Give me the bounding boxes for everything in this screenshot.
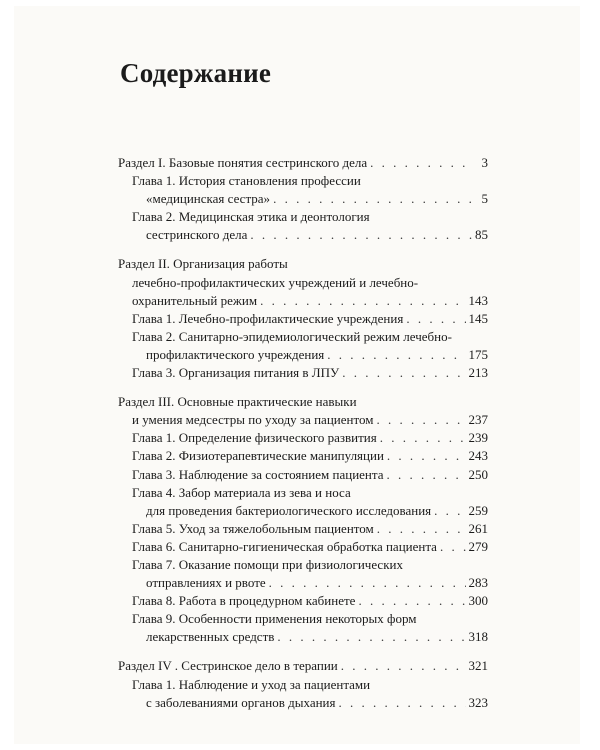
page-number: 279 xyxy=(468,538,488,554)
toc-entry-text: лечебно-профилактических учреждений и лечебно- xyxy=(132,274,419,290)
page-number: 5 xyxy=(481,191,488,207)
toc-chapter-line xyxy=(118,208,488,226)
toc-entry-text: Глава 1. История становления профессии xyxy=(132,173,361,189)
toc-entry-text: и умения медсестры по уходу за пациентом xyxy=(132,412,374,428)
page-number: 283 xyxy=(468,575,488,591)
dot-leader xyxy=(387,466,466,484)
toc-chapter xyxy=(118,364,488,382)
toc-chapter-line xyxy=(118,466,488,484)
toc-entry-text: Глава 1. Определение физического развития xyxy=(132,430,377,446)
toc-chapter-line xyxy=(118,364,488,382)
toc-entry-text: Глава 1. Лечебно-профилактические учреждения xyxy=(132,310,404,326)
toc-entry-text: отправлениях и рвоте xyxy=(146,575,266,591)
dot-leader xyxy=(250,226,472,244)
dot-leader xyxy=(370,154,473,172)
toc-chapter xyxy=(118,484,488,520)
toc-chapter-line xyxy=(118,502,488,520)
toc-entry-text: профилактического учреждения xyxy=(146,346,325,362)
toc-entry-text: Глава 2. Физиотерапевтические манипуляции xyxy=(132,448,384,464)
toc-chapter-line xyxy=(118,190,488,208)
dot-leader xyxy=(380,429,466,447)
dot-leader xyxy=(434,502,465,520)
page-number: 259 xyxy=(468,502,488,518)
toc-entry-text: Глава 1. Наблюдение и уход за пациентами xyxy=(132,676,371,692)
toc-chapter xyxy=(118,310,488,328)
page-number: 237 xyxy=(468,412,488,428)
toc-entry-text: для проведения бактериологического исследования xyxy=(146,502,432,518)
toc-entry-text: лекарственных средств xyxy=(146,629,275,645)
toc-entry-text: Раздел I. Базовые понятия сестринского дела xyxy=(118,155,368,170)
toc-chapter xyxy=(118,328,488,364)
toc-chapter-line xyxy=(118,694,488,712)
toc-section xyxy=(118,393,488,646)
dot-leader xyxy=(260,292,465,310)
toc-entry-text: сестринского дела xyxy=(146,227,248,243)
toc-entry-text: Глава 5. Уход за тяжелобольным пациентом xyxy=(132,520,374,536)
page-number: 261 xyxy=(468,520,488,536)
toc-chapter-line xyxy=(118,346,488,364)
page-number: 3 xyxy=(481,155,488,170)
toc-section-line xyxy=(118,274,488,292)
page-number: 143 xyxy=(468,292,488,308)
toc-chapter-line xyxy=(118,429,488,447)
toc-chapter-line xyxy=(118,447,488,465)
toc-entry-text: Глава 4. Забор материала из зева и носа xyxy=(132,484,351,500)
toc-entry-text: охранительный режим xyxy=(132,292,258,308)
toc-chapter-line xyxy=(118,676,488,694)
toc-entry-text: Глава 8. Работа в процедурном кабинете xyxy=(132,593,356,609)
toc-entry-text: с заболеваниями органов дыхания xyxy=(146,694,336,710)
toc-chapter-line xyxy=(118,328,488,346)
toc-entry-text: Глава 2. Медицинская этика и деонтология xyxy=(132,209,370,225)
toc-section-line xyxy=(118,154,488,172)
dot-leader xyxy=(358,592,465,610)
toc-section-line xyxy=(118,292,488,310)
page-number: 318 xyxy=(468,629,488,645)
toc-chapter xyxy=(118,556,488,592)
toc-chapter xyxy=(118,429,488,447)
dot-leader xyxy=(387,447,466,465)
dot-leader xyxy=(277,628,465,646)
toc-entry-text: «медицинская сестра» xyxy=(146,191,271,207)
toc-entry-text: Раздел III. Основные практические навыки xyxy=(118,394,357,410)
dot-leader xyxy=(341,657,466,675)
page-number: 85 xyxy=(475,227,488,243)
toc-chapter-line xyxy=(118,556,488,574)
toc-section-line xyxy=(118,393,488,411)
toc-chapter-line xyxy=(118,538,488,556)
page-number: 239 xyxy=(468,430,488,446)
toc-entry-text: Глава 3. Организация питания в ЛПУ xyxy=(132,365,340,381)
toc-chapter-line xyxy=(118,574,488,592)
toc-chapter xyxy=(118,676,488,712)
toc-section xyxy=(118,255,488,382)
toc-chapter-line xyxy=(118,628,488,646)
page-number: 321 xyxy=(468,658,488,674)
page-number: 175 xyxy=(468,346,488,362)
toc-section-line xyxy=(118,411,488,429)
toc-chapter xyxy=(118,466,488,484)
dot-leader xyxy=(342,364,465,382)
toc-section-line xyxy=(118,657,488,675)
page-number: 243 xyxy=(468,448,488,464)
toc-section-line xyxy=(118,255,488,273)
toc-entry-text: Раздел IV . Сестринское дело в терапии xyxy=(118,658,338,674)
toc-entry-text: Глава 7. Оказание помощи при физиологических xyxy=(132,556,403,572)
toc-chapter-line xyxy=(118,610,488,628)
dot-leader xyxy=(377,520,466,538)
toc-chapter-line xyxy=(118,592,488,610)
toc-section xyxy=(118,154,488,244)
toc-entry-text: Глава 9. Особенности применения некоторых форм xyxy=(132,611,417,627)
dot-leader xyxy=(327,346,465,364)
page-number: 323 xyxy=(468,694,488,710)
dot-leader xyxy=(273,190,473,208)
toc-chapter xyxy=(118,208,488,244)
toc-chapter xyxy=(118,610,488,646)
toc-chapter xyxy=(118,592,488,610)
page-number: 250 xyxy=(468,466,488,482)
table-of-contents xyxy=(118,154,488,723)
toc-entry-text: Глава 3. Наблюдение за состоянием пациента xyxy=(132,466,384,482)
dot-leader xyxy=(376,411,465,429)
toc-section xyxy=(118,657,488,711)
toc-chapter-line xyxy=(118,310,488,328)
toc-entry-text: Глава 6. Санитарно-гигиеническая обработка пациента xyxy=(132,538,437,554)
page-title: Содержание xyxy=(120,58,272,88)
dot-leader xyxy=(440,538,466,556)
toc-chapter xyxy=(118,447,488,465)
toc-chapter-line xyxy=(118,226,488,244)
toc-chapter xyxy=(118,172,488,208)
dot-leader xyxy=(338,694,465,712)
page-number: 300 xyxy=(468,593,488,609)
toc-chapter xyxy=(118,538,488,556)
toc-chapter xyxy=(118,520,488,538)
toc-entry-text: Раздел II. Организация работы xyxy=(118,256,288,272)
toc-chapter-line xyxy=(118,484,488,502)
toc-chapter-line xyxy=(118,520,488,538)
dot-leader xyxy=(406,310,465,328)
toc-entry-text: Глава 2. Санитарно-эпидемиологический режим лечебно- xyxy=(132,328,452,344)
page-number: 145 xyxy=(468,310,488,326)
page-number: 213 xyxy=(468,365,488,381)
dot-leader xyxy=(269,574,466,592)
toc-chapter-line xyxy=(118,172,488,190)
